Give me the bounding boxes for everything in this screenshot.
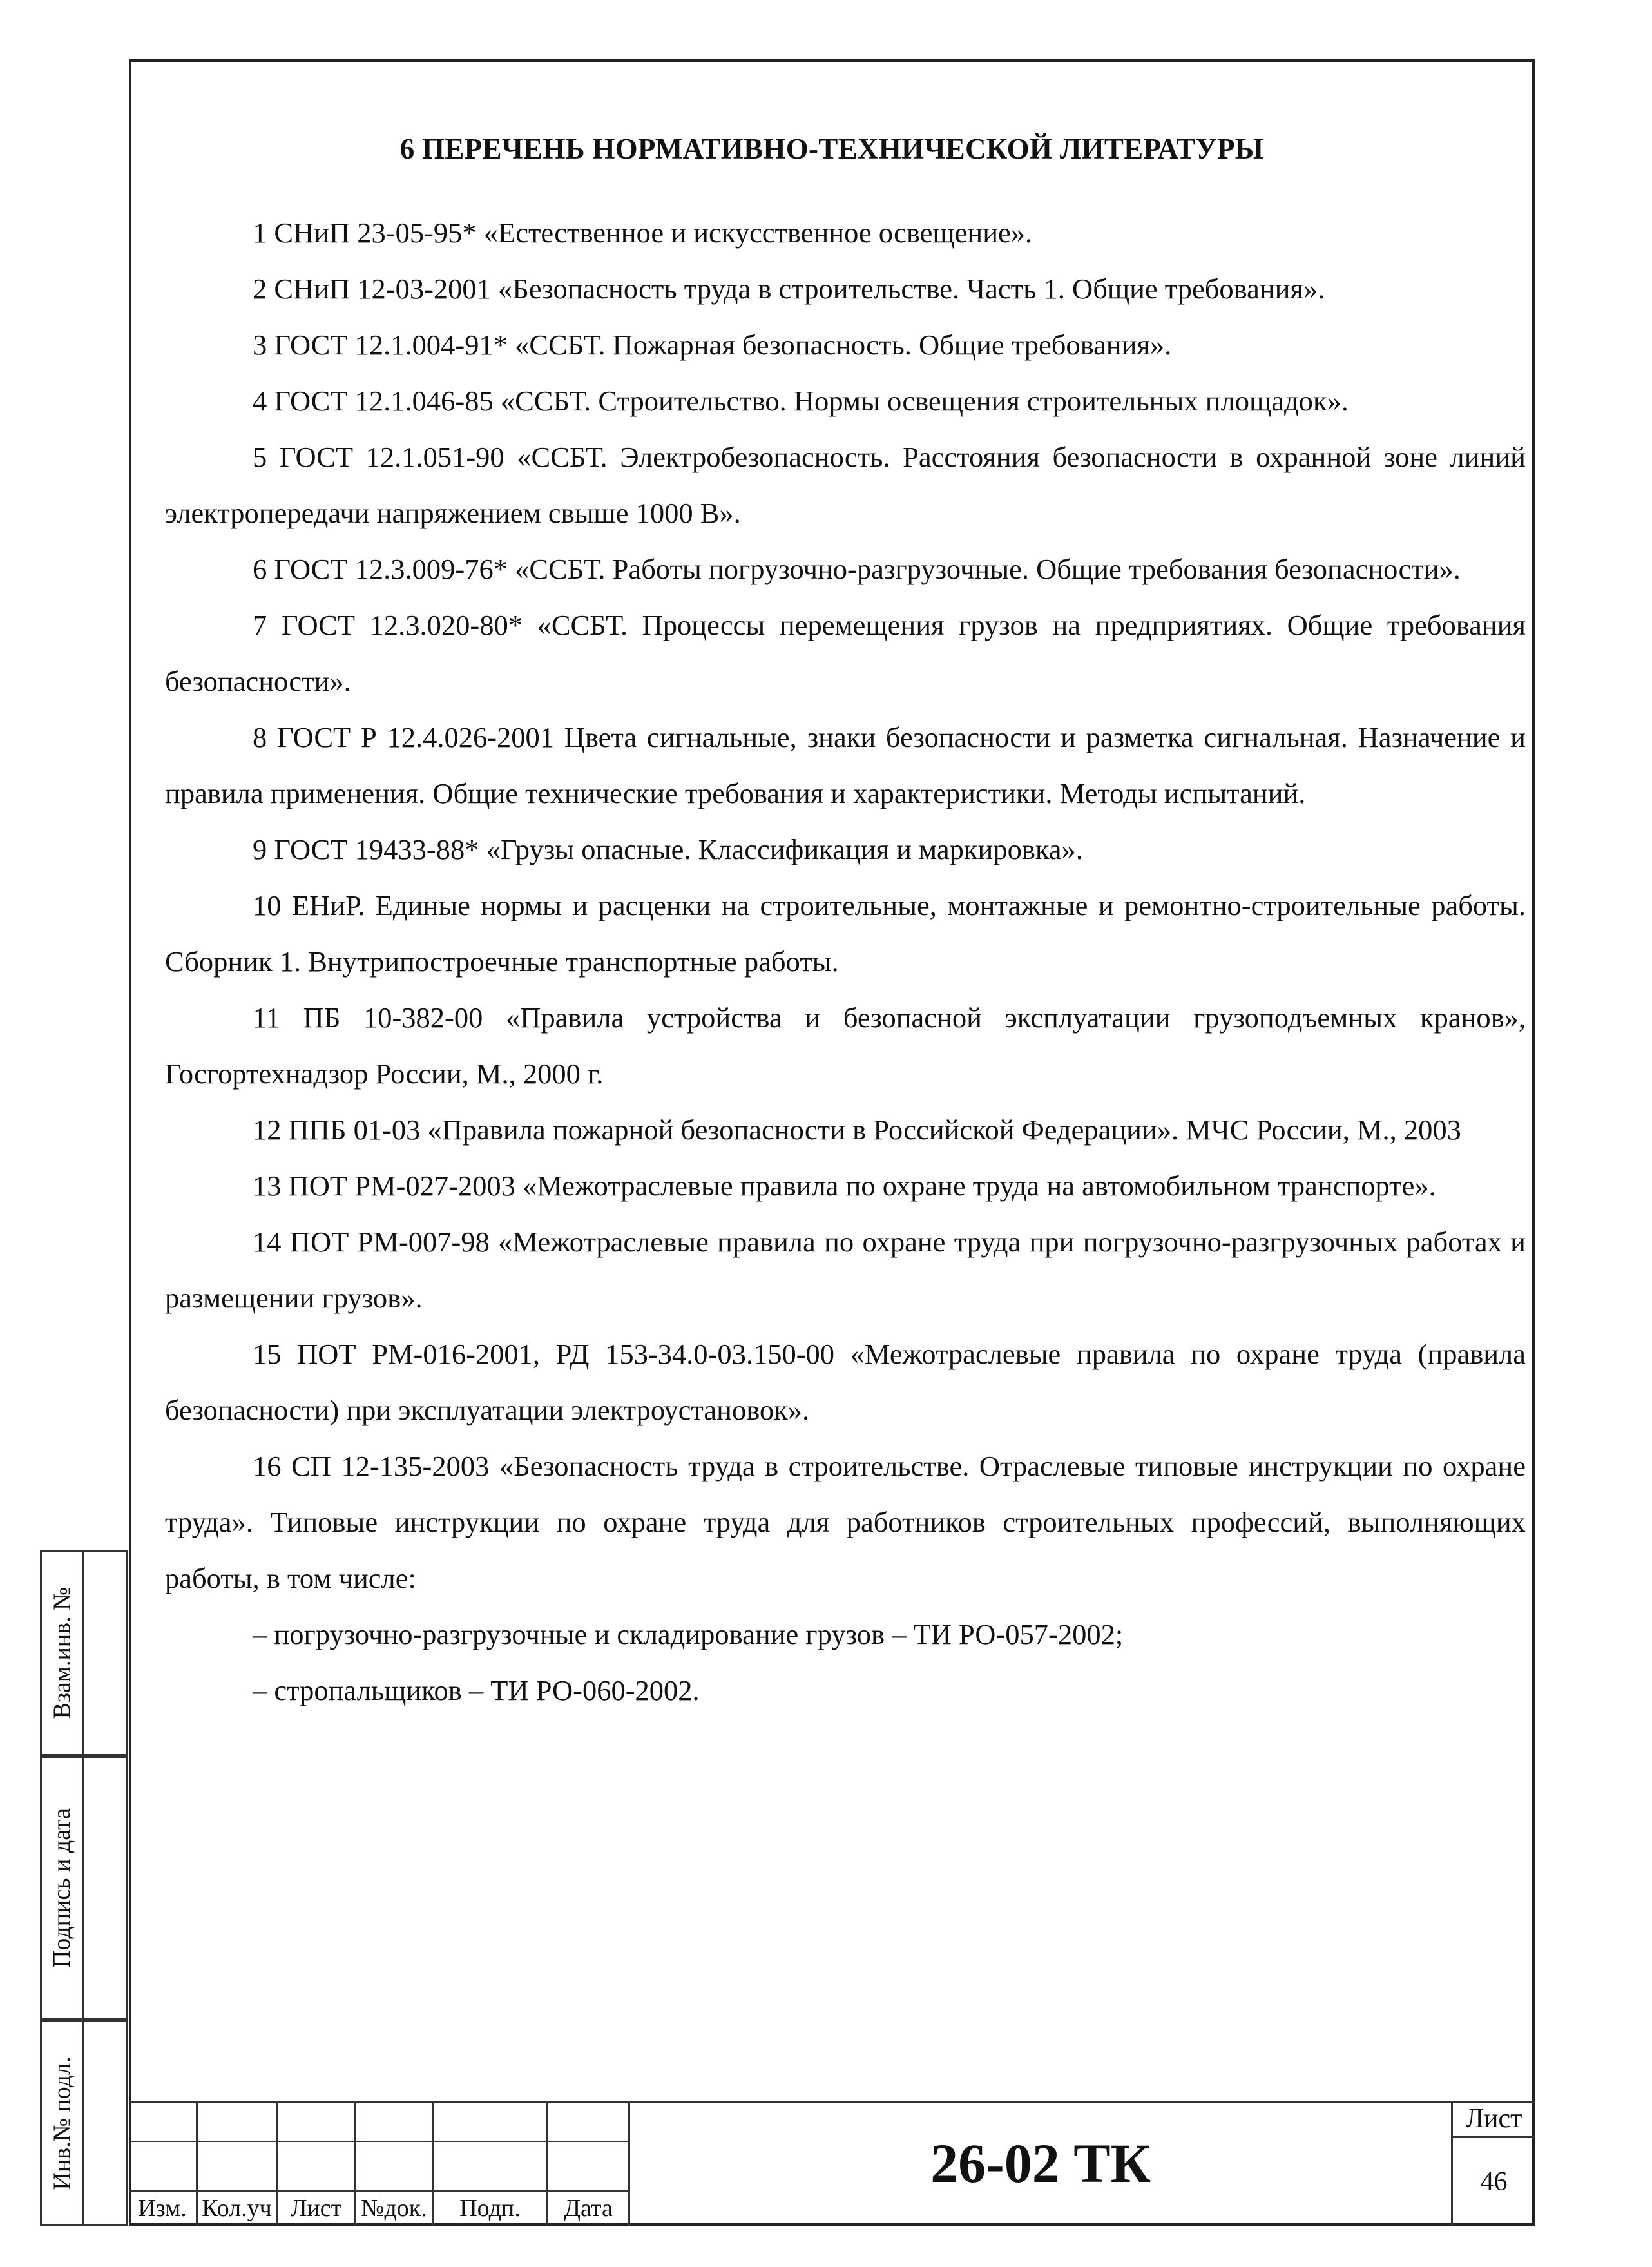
col-list: Лист: [290, 2195, 342, 2222]
stamp-vzam-value-box: [84, 1550, 128, 1756]
sheet-number: 46: [1480, 2167, 1508, 2197]
stamp-inv-label: Инв.№ подл.: [48, 2056, 76, 2190]
sheet-box: [1451, 2101, 1535, 2226]
document-code: 26-02 ТК: [930, 2132, 1151, 2194]
list-item: 16 СП 12-135-2003 «Безопасность труда в строительстве. Отраслевые типовые инструкции по охране труда». Типовые инструкции по охране труда для работников строительных профессий, выполняющих работы, в том числе:: [165, 1450, 1526, 1594]
stamp-vzam: [40, 1550, 84, 1756]
stamp-inv: [40, 2020, 84, 2226]
list-item: 7 ГОСТ 12.3.020-80* «ССБТ. Процессы перемещения грузов на предприятиях. Общие требования безопасности».: [165, 609, 1526, 697]
list-item: 1 СНиП 23-05-95* «Естественное и искусственное освещение».: [253, 217, 1033, 249]
list-item: 9 ГОСТ 19433-88* «Грузы опасные. Классификация и маркировка».: [253, 833, 1083, 865]
list-item: 11 ПБ 10-382-00 «Правила устройства и безопасной эксплуатации грузоподъемных кранов», Госгортехнадзор России, М., 2000 г.: [165, 1001, 1526, 1090]
col-data: Дата: [564, 2195, 613, 2222]
list-item: 2 СНиП 12-03-2001 «Безопасность труда в строительстве. Часть 1. Общие требования».: [253, 273, 1325, 305]
list-item: 15 ПОТ РМ-016-2001, РД 153-34.0-03.150-00 «Межотраслевые правила по охране труда (правила безопасности) при эксплуатации электроустановок».: [165, 1338, 1526, 1426]
col-izm: Изм.: [138, 2195, 187, 2222]
stamp-inv-value-box: [84, 2020, 128, 2226]
col-ndok: №док.: [361, 2195, 427, 2222]
revision-grid: [129, 2101, 630, 2226]
literature-list: [165, 205, 1526, 1719]
list-item: 6 ГОСТ 12.3.009-76* «ССБТ. Работы погрузочно-разгрузочные. Общие требования безопасности».: [253, 553, 1461, 585]
stamp-podpis-label: Подпись и дата: [48, 1808, 76, 1969]
col-kol-uch: Кол.уч: [202, 2195, 272, 2222]
grid-hline: [129, 2141, 630, 2142]
list-item: 10 ЕНиР. Единые нормы и расценки на строительные, монтажные и ремонтно-строительные работы. Сборник 1. Внутрипостроечные транспортные работы.: [165, 889, 1526, 978]
sheet-label: Лист: [1453, 2101, 1535, 2138]
list-item: 12 ППБ 01-03 «Правила пожарной безопасности в Российской Федерации». МЧС России, М., 2003: [253, 1114, 1461, 1146]
section-heading: 6 ПЕРЕЧЕНЬ НОРМАТИВНО-ТЕХНИЧЕСКОЙ ЛИТЕРАТУРЫ: [399, 133, 1264, 165]
title-block: [129, 2101, 1535, 2226]
stamp-podpis: [40, 1756, 84, 2020]
list-subitem: – погрузочно-разгрузочные и складирование грузов – ТИ РО-057-2002;: [253, 1618, 1124, 1650]
list-item: 8 ГОСТ Р 12.4.026-2001 Цвета сигнальные, знаки безопасности и разметка сигнальная. Назначение и правила применения. Общие технические требования и характеристики. Методы испытаний.: [165, 721, 1526, 809]
stamp-vzam-label: Взам.инв. №: [48, 1587, 76, 1719]
stamp-podpis-value-box: [84, 1756, 128, 2020]
list-item: 14 ПОТ РМ-007-98 «Межотраслевые правила по охране труда при погрузочно-разгрузочных работах и размещении грузов».: [165, 1226, 1526, 1314]
list-subitem: – стропальщиков – ТИ РО-060-2002.: [253, 1674, 700, 1706]
list-item: 13 ПОТ РМ-027-2003 «Межотраслевые правила по охране труда на автомобильном транспорте».: [253, 1170, 1436, 1202]
list-item: 4 ГОСТ 12.1.046-85 «ССБТ. Строительство. Нормы освещения строительных площадок».: [253, 385, 1349, 417]
list-item: 5 ГОСТ 12.1.051-90 «ССБТ. Электробезопасность. Расстояния безопасности в охранной зоне линий электропередачи напряжением свыше 1000 В».: [165, 441, 1526, 529]
col-podp: Подп.: [459, 2195, 521, 2222]
list-item: 3 ГОСТ 12.1.004-91* «ССБТ. Пожарная безопасность. Общие требования».: [253, 329, 1172, 361]
